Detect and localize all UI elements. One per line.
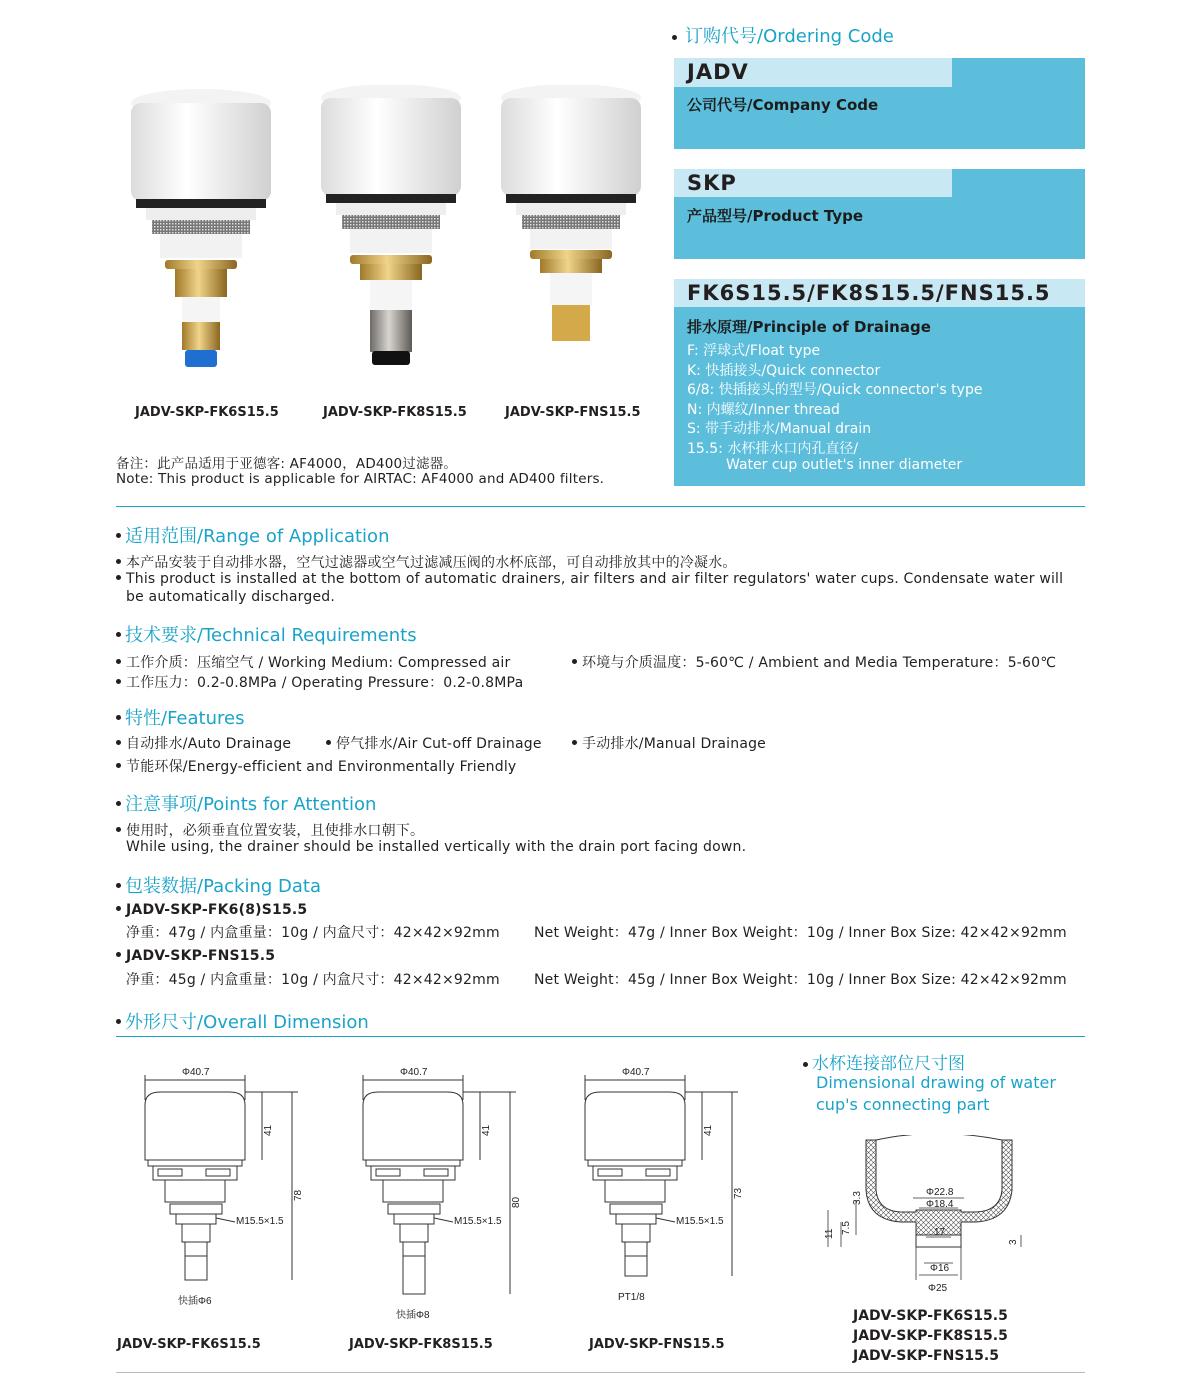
product-photo-fns: [501, 85, 641, 341]
principle-line-2: K: 快插接头/Quick connector: [687, 363, 881, 379]
cup-dim-d5: Φ25: [928, 1283, 948, 1294]
principle-line-5: S: 带手动排水/Manual drain: [687, 421, 872, 437]
cup-dim-d4: Φ16: [930, 1263, 950, 1274]
application-en-2: be automatically discharged.: [126, 589, 336, 605]
note-en: Note: This product is applicable for AIRTAC: AF4000 and AD400 filters.: [116, 471, 605, 487]
dimension-drawing-2: [363, 1067, 522, 1320]
cup-dim-v1: 3.3: [852, 1191, 863, 1205]
model-code-block: [674, 279, 1085, 486]
attention-cn: 使用时，必须垂直位置安装，且使排水口朝下。: [116, 820, 424, 840]
product-type-label: 产品型号/Product Type: [687, 207, 864, 225]
packing-cn-2: 净重：45g / 内盒重量：10g / 内盒尺寸：42×42×92mm: [126, 972, 500, 988]
dimension-caption-1: JADV-SKP-FK6S15.5: [117, 1337, 261, 1352]
dim-height-2: 73: [733, 1187, 744, 1199]
cup-dim-d3: 17: [934, 1227, 946, 1238]
dim-thread: M15.5×1.5: [676, 1216, 724, 1227]
principle-line-3: 6/8: 快插接头的型号/Quick connector's type: [687, 382, 983, 398]
ordering-title: 订购代号/Ordering Code: [672, 22, 894, 48]
dim-bottom-label: PT1/8: [618, 1292, 645, 1303]
features-title: 特性/Features: [116, 704, 244, 730]
principle-line-6: 15.5: 水杯排水口内孔直径/: [687, 441, 859, 457]
blue-connector: [185, 350, 217, 367]
product-caption-1: JADV-SKP-FK6S15.5: [135, 405, 279, 420]
packing-model-1: JADV-SKP-FK6(8)S15.5: [116, 902, 307, 918]
cup-dim-d1: Φ22.8: [926, 1187, 954, 1198]
cup-dim-v2: 7.5: [841, 1221, 852, 1235]
cup-model-3: JADV-SKP-FNS15.5: [853, 1348, 999, 1364]
cup-dim-v4: 3: [1008, 1239, 1019, 1245]
cup-title-en-2: cup's connecting part: [816, 1095, 990, 1114]
dim-bottom-label: 快插Φ8: [396, 1310, 430, 1320]
divider: [116, 1372, 1085, 1373]
packing-model-2: JADV-SKP-FNS15.5: [116, 948, 275, 964]
packing-en-1: Net Weight：47g / Inner Box Weight：10g / Inner Box Size: 42×42×92mm: [534, 925, 1067, 941]
dim-bottom-label: 快插Φ6: [178, 1296, 212, 1307]
product-caption-3: JADV-SKP-FNS15.5: [505, 405, 641, 420]
tech-pressure: 工作压力：0.2-0.8MPa / Operating Pressure：0.2-0.8MPa: [116, 672, 523, 692]
dimension-caption-3: JADV-SKP-FNS15.5: [589, 1337, 725, 1352]
note-cn: 备注：此产品适用于亚德客: AF4000，AD400过滤器。: [116, 456, 458, 472]
product-caption-2: JADV-SKP-FK8S15.5: [323, 405, 467, 420]
principle-line-4: N: 内螺纹/Inner thread: [687, 402, 840, 418]
product-photo-fk8: [321, 85, 461, 365]
technical-title: 技术要求/Technical Requirements: [116, 621, 417, 647]
dim-diameter-label: Φ40.7: [400, 1067, 428, 1078]
drainage-principle-label: 排水原理/Principle of Drainage: [687, 318, 931, 336]
divider: [116, 506, 1085, 507]
dimension-drawing-3: [585, 1067, 744, 1303]
dim-diameter-label: Φ40.7: [622, 1067, 650, 1078]
dim-diameter-label: Φ40.7: [182, 1067, 210, 1078]
dim-thread: M15.5×1.5: [454, 1216, 502, 1227]
dim-height-1: 41: [481, 1124, 492, 1136]
brass-fitting: [552, 305, 590, 341]
attention-en: While using, the drainer should be installed vertically with the drain port facing down.: [126, 839, 747, 855]
attention-title: 注意事项/Points for Attention: [116, 790, 376, 816]
product-type-code: SKP: [674, 169, 952, 197]
dim-height-2: 80: [511, 1196, 522, 1208]
product-type-block: [674, 169, 1085, 259]
tech-medium: 工作介质：压缩空气 / Working Medium: Compressed air: [116, 652, 510, 672]
feature-2: 停气排水/Air Cut-off Drainage: [326, 733, 542, 753]
feature-3: 手动排水/Manual Drainage: [572, 733, 766, 753]
cup-title-cn: 水杯连接部位尺寸图: [803, 1049, 965, 1074]
company-code-label: 公司代号/Company Code: [687, 96, 879, 114]
dim-height-2: 78: [293, 1189, 304, 1201]
cup-drawing: [816, 1135, 1036, 1305]
product-photos: [120, 85, 660, 385]
dimension-title: 外形尺寸/Overall Dimension: [116, 1008, 369, 1034]
dimension-drawings: [116, 1060, 776, 1320]
company-code: JADV: [674, 58, 952, 87]
principle-line-1: F: 浮球式/Float type: [687, 343, 821, 359]
cup-model-1: JADV-SKP-FK6S15.5: [853, 1308, 1008, 1324]
product-photo-fk6: [131, 89, 271, 367]
feature-1: 自动排水/Auto Drainage: [116, 733, 291, 753]
application-en-1: This product is installed at the bottom of automatic drainers, air filters and air filter regulators' water cups. Condensate water will: [116, 571, 1063, 587]
dim-height-1: 41: [263, 1124, 274, 1136]
black-connector: [372, 351, 410, 365]
dim-thread: M15.5×1.5: [236, 1216, 284, 1227]
divider: [116, 1036, 1085, 1037]
dim-height-1: 41: [703, 1124, 714, 1136]
cup-dim-v3: 11: [824, 1228, 835, 1239]
packing-title: 包装数据/Packing Data: [116, 872, 321, 898]
model-code: FK6S15.5/FK8S15.5/FNS15.5: [674, 279, 1085, 307]
principle-line-7: Water cup outlet's inner diameter: [726, 457, 963, 473]
cup-model-2: JADV-SKP-FK8S15.5: [853, 1328, 1008, 1344]
tech-temperature: 环境与介质温度：5-60℃ / Ambient and Media Temperature：5-60℃: [572, 652, 1056, 672]
cup-dim-d2: Φ18.4: [926, 1199, 954, 1210]
cup-title-en-1: Dimensional drawing of water: [816, 1073, 1056, 1092]
packing-en-2: Net Weight：45g / Inner Box Weight：10g / Inner Box Size: 42×42×92mm: [534, 972, 1067, 988]
dimension-caption-2: JADV-SKP-FK8S15.5: [349, 1337, 493, 1352]
packing-cn-1: 净重：47g / 内盒重量：10g / 内盒尺寸：42×42×92mm: [126, 925, 500, 941]
feature-4: 节能环保/Energy-efficient and Environmentally Friendly: [116, 756, 516, 776]
company-code-block: [674, 58, 1085, 149]
dimension-drawing-1: [145, 1067, 304, 1307]
application-title: 适用范围/Range of Application: [116, 522, 389, 548]
application-cn: 本产品安装于自动排水器，空气过滤器或空气过滤减压阀的水杯底部，可自动排放其中的冷凝水。: [116, 552, 737, 572]
